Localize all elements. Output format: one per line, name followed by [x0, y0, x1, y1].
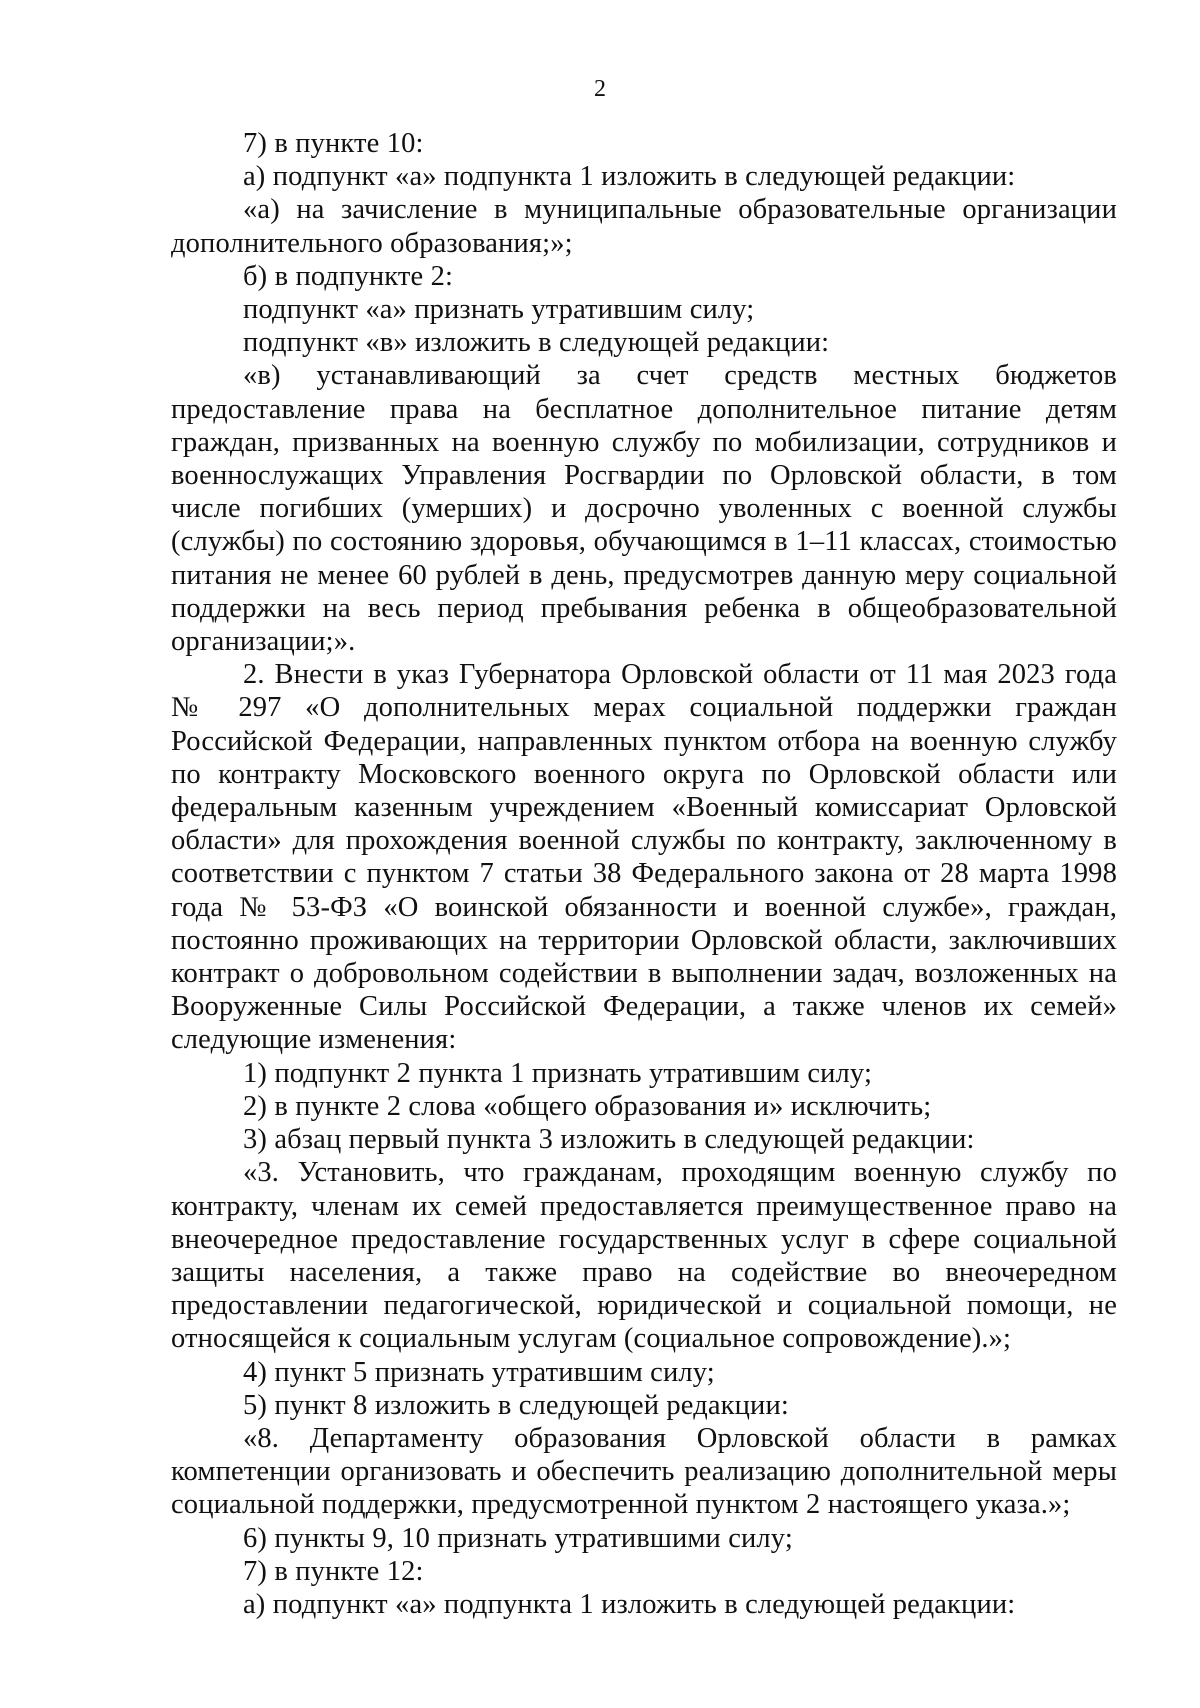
paragraph: 2. Внести в указ Губернатора Орловской области от 11 мая 2023 года № 297 «О дополнительных мерах социальной поддержки граждан Российской Федерации, направленных пунктом отбора на военную службу по контракту Московского военного округа по Орловской области или федеральным казенным учреждением «Военный комиссариат Орловской области» для прохождения военной службы по контракту, заключенному в соответствии с пунктом 7 статьи 38 Федерального закона от 28 марта 1998 года № 53-ФЗ «О воинской обязанности и военной службе», граждан, постоянно проживающих на территории Орловской области, заключивших контракт о добровольном содействии в выполнении задач, возложенных на Вооруженные Силы Российской Федерации, а также членов их семей» следующие изменения:	[171, 659, 1117, 1056]
paragraph: б) в подпункте 2:	[243, 260, 454, 292]
paragraph: 6) пункты 9, 10 признать утратившими силу;	[243, 1522, 793, 1554]
paragraph: «3. Установить, что гражданам, проходящим военную службу по контракту, членам их семей предоставляется преимущественное право на внеочередное предоставление государственных услуг в сфере социальной защиты населения, а также право на содействие во внеочередном предоставлении педагогической, юридической и социальной помощи, не относящейся к социальным услугам (социальное сопровождение).»;	[171, 1157, 1117, 1355]
paragraph: «в) устанавливающий за счет средств местных бюджетов предоставление права на бесплатное дополнительное питание детям граждан, призванных на военную службу по мобилизации, сотрудников и военнослужащих Управления Росгвардии по Орловской области, в том числе погибших (умерших) и досрочно уволенных с военной службы (службы) по состоянию здоровья, обучающимся в 1–11 классах, стоимостью питания не менее 60 рублей в день, предусмотрев данную меру социальной поддержки на весь период пребывания ребенка в общеобразовательной организации;».	[171, 360, 1117, 658]
paragraph: 2) в пункте 2 слова «общего образования и» исключить;	[243, 1090, 932, 1122]
paragraph: 7) в пункте 12:	[243, 1555, 424, 1587]
paragraph: 1) подпункт 2 пункта 1 признать утратившим силу;	[243, 1057, 873, 1089]
paragraph: «а) на зачисление в муниципальные образовательные организации дополнительного образования;»;	[171, 194, 1117, 259]
paragraph: 7) в пункте 10:	[243, 128, 424, 159]
paragraph: 4) пункт 5 признать утратившим силу;	[243, 1356, 715, 1388]
document-body	[171, 127, 1117, 1621]
paragraph: а) подпункт «а» подпункта 1 изложить в следующей редакции:	[243, 161, 1016, 193]
paragraph: а) подпункт «а» подпункта 1 изложить в следующей редакции:	[243, 1588, 1016, 1620]
paragraph: 5) пункт 8 изложить в следующей редакции:	[243, 1389, 789, 1421]
paragraph: подпункт «а» признать утратившим силу;	[243, 294, 755, 326]
paragraph: подпункт «в» изложить в следующей редакции:	[243, 327, 830, 359]
page-number: 2	[594, 76, 606, 102]
paragraph: 3) абзац первый пункта 3 изложить в следующей редакции:	[243, 1124, 975, 1156]
paragraph: «8. Департаменту образования Орловской области в рамках компетенции организовать и обеспечить реализацию дополнительной меры социальной поддержки, предусмотренной пунктом 2 настоящего указа.»;	[171, 1422, 1117, 1521]
